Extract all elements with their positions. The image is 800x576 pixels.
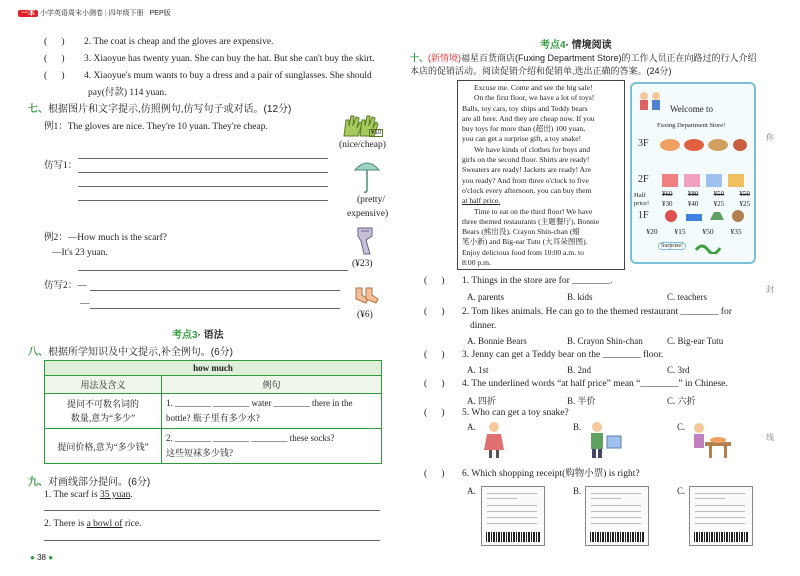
poster-store: Fuxing Department Store!	[657, 122, 726, 129]
option-a[interactable]: A. 1st	[467, 365, 489, 375]
answer-line[interactable]	[90, 308, 340, 309]
price-tag: ¥10	[371, 130, 382, 136]
scarf-icon	[352, 226, 378, 256]
price-label: price!	[634, 200, 650, 207]
q10-heading: 十、(新情境)福星百货商店(Fuxing Department Store)的工作人员正在向路过的行人介绍本店的促销活动。阅读促销介绍和促销单,选出正确的答案。(24分)	[410, 53, 757, 76]
passage-line: Bears (熊出没), Crayon Shin-chan (蜡	[462, 227, 580, 237]
receipt-c	[689, 486, 753, 546]
option-c[interactable]: C. 六折	[667, 396, 696, 406]
passage-line: 笔小新) and Big-ear Tutu (大耳朵图图).	[462, 237, 588, 247]
answer-line[interactable]	[78, 186, 328, 187]
table-row: 1. ________ ________ water ________ there in the bottle? 瓶子里有多少水?	[162, 394, 382, 429]
question-2-cont: dinner.	[470, 321, 497, 331]
copy2-label: 仿写2：—	[44, 281, 87, 291]
page-header: 一本 小学英语周末小测卷 | 四年级下册 PEP版	[18, 8, 171, 18]
copy2-dash: —	[80, 299, 90, 309]
option-b[interactable]: B. 2nd	[567, 365, 592, 375]
passage-line: On the first floor, we have a lot of toys!	[474, 93, 595, 103]
header-edition: PEP版	[149, 10, 171, 17]
q7-example1: 例1：The gloves are nice. They're 10 yuan. They're cheap.	[44, 122, 268, 132]
table-row: 提问不可数名词的 数量,意为“多少”	[45, 394, 162, 429]
q9-sentence1: 1. The scarf is 35 yuan.	[44, 490, 133, 500]
toy-prices: ¥20 ¥15 ¥50 ¥35	[646, 227, 742, 236]
passage-line: you ready? And from three o'clock to five	[462, 175, 589, 185]
copy1-label: 仿写1：	[44, 161, 78, 171]
option-b[interactable]: B. Crayon Shin-chan	[567, 336, 643, 346]
table-row: 提问价格,意为“多少钱”	[45, 429, 162, 464]
table-head: how much	[45, 361, 382, 376]
receipt-b	[585, 486, 649, 546]
original-prices: ¥60 ¥80 ¥50 ¥50	[662, 190, 750, 198]
hint-pretty: (pretty/	[357, 195, 385, 205]
option-c[interactable]: C. Big-ear Tutu	[667, 336, 724, 346]
tf-item: ( ) 4. Xiaoyue's mum wants to buy a dress and a pair of sunglasses. She should	[44, 71, 372, 81]
tf-item: ( ) 2. The coat is cheap and the gloves are expensive.	[44, 37, 274, 47]
hint-expensive: expensive)	[347, 209, 389, 219]
floor-1f: 1F	[638, 210, 649, 221]
restaurant-icon	[689, 420, 733, 460]
clothes-icon	[660, 172, 748, 188]
options-6	[467, 486, 767, 550]
passage-line: are all here. And they are cheap now. If you	[462, 113, 595, 123]
half-prices: ¥30 ¥40 ¥25 ¥25	[662, 200, 750, 208]
options-5	[467, 422, 757, 462]
brand-badge: 一本	[18, 10, 38, 17]
poster-welcome: Welcome to	[670, 104, 714, 114]
boy-clothes-icon	[585, 420, 625, 460]
header-grade: 四年级下册	[108, 10, 144, 17]
option-b[interactable]: B.	[573, 422, 582, 432]
passage-line: We have kinds of clothes for boys and	[474, 144, 591, 154]
q7-example2b: —It's 23 yuan.	[52, 248, 108, 258]
option-c[interactable]: C. teachers	[667, 292, 707, 302]
q9-heading: 九、对画线部分提问。(6分)	[28, 477, 151, 488]
option-a[interactable]: A.	[467, 486, 476, 496]
section4-title: 考点4· 情境阅读	[540, 40, 612, 51]
tf-item-cont: pay(付款) 114 yuan.	[88, 88, 167, 98]
passage-line: Excuse me. Come and see the big sale!	[474, 83, 593, 92]
half-label: Half	[634, 192, 646, 199]
answer-line[interactable]	[78, 200, 328, 201]
page-number: ● 38 ●	[30, 553, 54, 562]
option-b[interactable]: B. kids	[567, 292, 593, 302]
q8-heading: 八、根据所学知识及中文提示,补全例句。(6分)	[28, 347, 233, 358]
passage-line: at half price.	[462, 196, 501, 206]
passage-box	[457, 80, 625, 270]
food-icon	[658, 136, 748, 152]
q7-example2a: 例2：—How much is the scarf?	[44, 233, 167, 243]
section3-title: 考点3· 语法	[172, 330, 224, 341]
umbrella-icon	[352, 158, 382, 194]
answer-line[interactable]	[90, 290, 340, 291]
passage-line: Sweaters are ready! Jackets are ready! Are	[462, 165, 592, 175]
passage-line: you can get a surprise gift, a toy snake!	[462, 134, 582, 144]
passage-line: Time to eat on the third floor! We have	[474, 206, 593, 216]
passage-line: Enjoy delicious food from 10:00 a.m. to	[462, 247, 584, 257]
floor-2f: 2F	[638, 174, 649, 185]
table-col1: 用法及含义	[45, 376, 162, 394]
question-3: ( ) 3. Jenny can get a Teddy bear on the ________ floor.	[424, 350, 664, 360]
passage-line: o'clock every afternoon, you can buy them	[462, 185, 592, 195]
snake-icon	[694, 240, 724, 254]
question-5: ( ) 5. Who can get a toy snake?	[424, 408, 569, 418]
option-a[interactable]: A. 四折	[467, 396, 496, 406]
tf-item: ( ) 3. Xiaoyue has twenty yuan. She can buy the hat. But she can't buy the skirt.	[44, 54, 375, 64]
hint-nice-cheap: (nice/cheap)	[339, 140, 386, 150]
header-title: 小学英语周末小测卷	[39, 10, 103, 17]
surprise-bubble: Surprise!	[658, 242, 686, 250]
binding-char: 你	[766, 133, 774, 142]
kids-icon	[636, 90, 666, 114]
passage-line: buy toys for more than (超出) 100 yuan,	[462, 124, 586, 134]
girl-shopping-icon	[481, 420, 507, 460]
answer-line[interactable]	[44, 510, 380, 511]
hint-6: (¥6)	[357, 310, 373, 320]
question-4: ( ) 4. The underlined words “at half price” mean “________” in Chinese.	[424, 379, 728, 389]
question-2: ( ) 2. Tom likes animals. He can go to the themed restaurant ________ for	[424, 307, 732, 317]
passage-line: Balls, toy cars, toy ships and Teddy bears	[462, 103, 588, 113]
grammar-table	[44, 360, 382, 464]
answer-line[interactable]	[78, 270, 348, 271]
passage-line: three themed restaurants (主题餐厅), Bonnie	[462, 216, 600, 226]
q9-sentence2: 2. There is a bowl of rice.	[44, 519, 142, 529]
socks-icon	[353, 285, 381, 305]
option-b[interactable]: B.	[573, 486, 582, 496]
option-c[interactable]: C.	[677, 486, 686, 496]
option-b[interactable]: B. 半价	[567, 396, 596, 406]
option-a[interactable]: A.	[467, 422, 476, 432]
tf-list	[44, 36, 389, 100]
floor-3f: 3F	[638, 138, 649, 149]
binding-char: 线	[766, 433, 774, 442]
q7-heading: 七、根据图片和文字提示,仿照例句,仿写句子或对话。(12分)	[28, 104, 292, 115]
question-1: ( ) 1. Things in the store are for ________.	[424, 276, 613, 286]
table-col2: 例句	[162, 376, 382, 394]
passage-line: girls on the second floor. Shirts are ready!	[462, 155, 590, 165]
answer-line[interactable]	[78, 158, 328, 159]
option-c[interactable]: C.	[677, 422, 686, 432]
receipt-a	[481, 486, 545, 546]
hint-23: (¥23)	[352, 259, 373, 269]
answer-line[interactable]	[78, 172, 328, 173]
question-6: ( ) 6. Which shopping receipt(购物小票) is right?	[424, 469, 640, 479]
option-c[interactable]: C. 3rd	[667, 365, 690, 375]
passage-line: 8:00 p.m.	[462, 258, 491, 268]
binding-char: 封	[766, 285, 774, 294]
toys-icon	[662, 208, 750, 224]
table-row: 2. ________ ________ ________ these socks? 这些短袜多少钱?	[162, 429, 382, 464]
option-a[interactable]: A. Bonnie Bears	[467, 336, 527, 346]
option-a[interactable]: A. parents	[467, 292, 504, 302]
store-poster	[630, 82, 756, 264]
answer-line[interactable]	[44, 540, 380, 541]
